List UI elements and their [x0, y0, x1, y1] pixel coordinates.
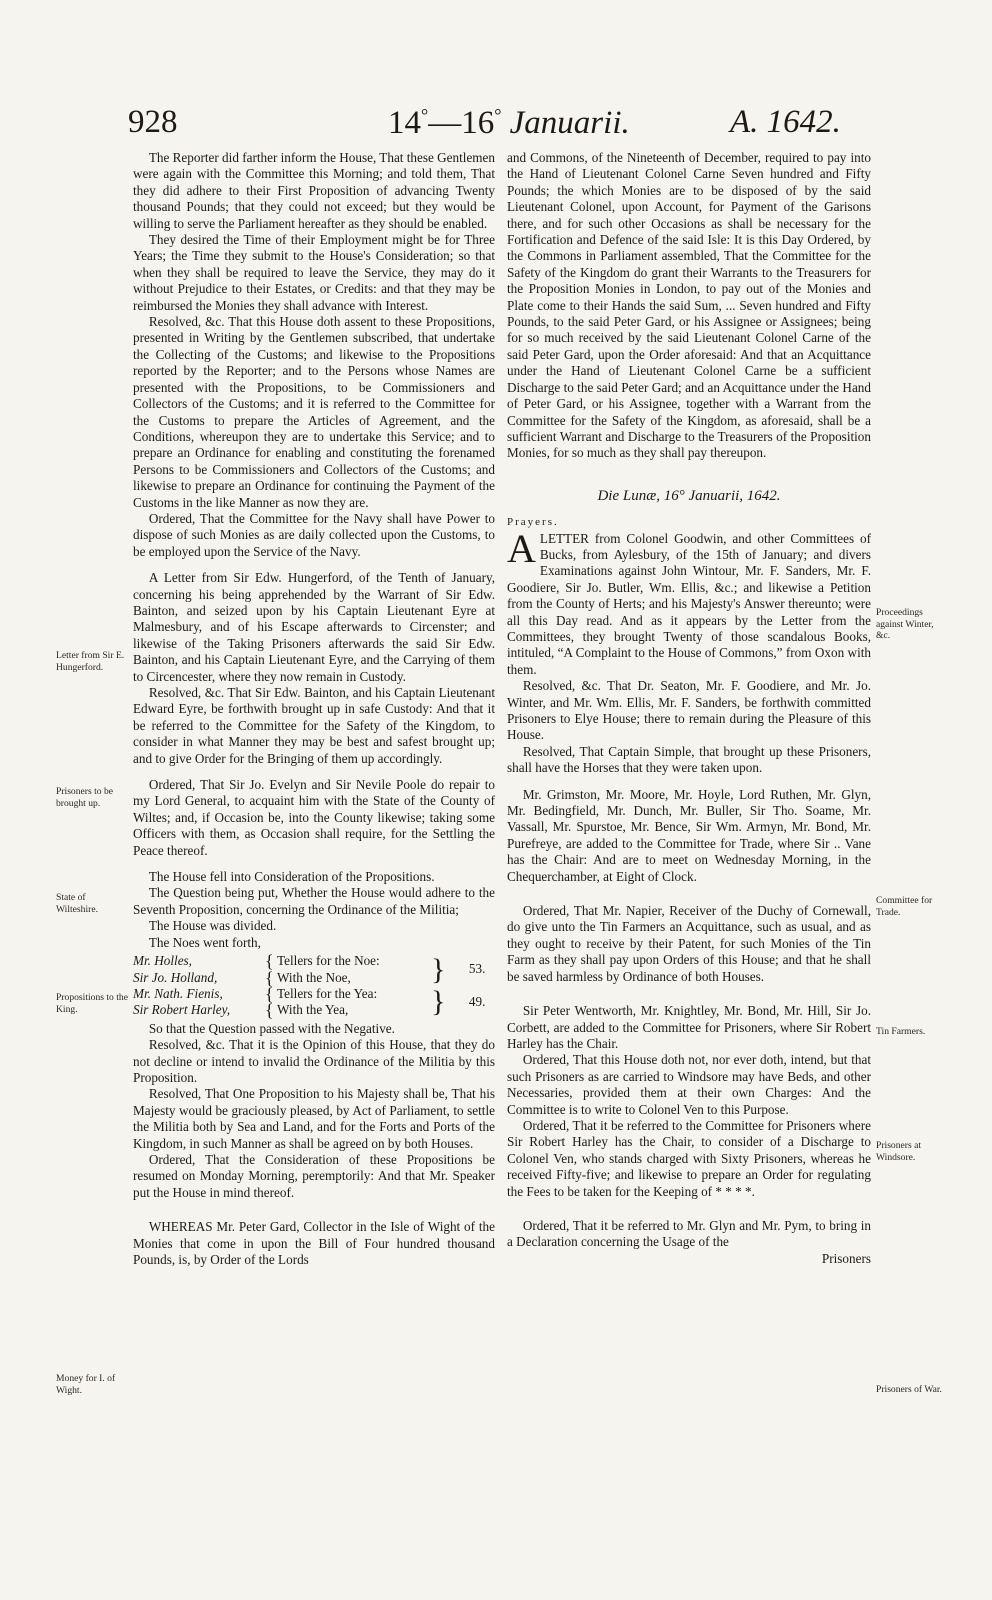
page-header [0, 98, 992, 148]
header-year [730, 106, 841, 139]
right-paragraph: Ordered, That Mr. Napier, Receiver of the Duchy of Cornewall, do give unto the Tin Farmers an Acquittance, such as usual, and as they ought to receive by their Patent, for such Monies of the Tin Farm as they shall pay upon Orders of this House; and that he shall be saved harmless by Ordinance of both Houses. [507, 903, 871, 984]
right-paragraph: and Commons, of the Nineteenth of December, required to pay into the Hand of Lieutenant Colonel Carne Seven hundred and Fifty Pounds; the which Monies are to be disposed of by the said Lieutenant Colonel, upon Account, for Payment of the Garisons there, and for such other Occasions as shall be necessary for the Fortification and Defence of the said Isle: It is this Day Ordered, by the Commons in Parliament assembled, That the Committee for the Safety of the Kingdom do grant their Warrants to the Treasurers for the Proposition Monies in London, to pay out of the Monies and Plate come to their Hands the said Sum, ... Seven hundred and Fifty Pounds, to the said Peter Gard, or his Assignee or Assignees; being for so much received by the said Lieutenant Colonel Carne of the said Peter Gard, upon the Order aforesaid: And that an Acquittance under the Hand of Lieutenant Colonel Carne be a sufficient Discharge to the said Peter Gard; and an Acquittance under the Hand of Peter Gard, or his Assignee, together with a Warrant from the Committee for the Safety of the Kingdom, as aforesaid, shall be a sufficient Warrant and Discharge to the Treasurers of the Proposition Monies, for so much as they shall pay thereupon. [507, 150, 871, 461]
left-paragraph: Resolved, &c. That it is the Opinion of this House, that they do not decline or intend to invalid the Ordinance of the Militia by this Proposition. [133, 1037, 495, 1085]
margin-note: Prisoners of War. [876, 1384, 942, 1395]
yea-count: 49. [468, 994, 486, 1010]
left-paragraph: Resolved, That One Proposition to his Majesty shall be, That his Majesty would be graciously pleased, by Act of Parliament, to settle the Militia both by Sea and Land, and for the Forts and Ports of the Kingdom, in such Manner as shall be agreed on by both Houses. [133, 1086, 495, 1151]
teller-name: Sir Jo. Holland, [133, 969, 218, 985]
left-paragraph: A Letter from Sir Edw. Hungerford, of the Tenth of January, concerning his being apprehended by the Warrant of Sir Edw. Bainton, and seized upon by his Captain Lieutenant Eyre at Malmesbury, and of his Escape afterwards to Circenster; and likewise of the Taking Prisoners afterwards the said Sir Edw. Bainton, and his Captain Lieutenant Eyre, and the Carrying of them to Circencester, where they now remain in Custody. [133, 570, 495, 684]
left-paragraph: The Question being put, Whether the House would adhere to the Seventh Proposition, concerning the Ordinance of the Militia; [133, 885, 495, 917]
right-column [507, 150, 871, 1267]
margin-note: Propositions to the King. [56, 992, 128, 1015]
right-paragraph: Ordered, That it be referred to Mr. Glyn and Mr. Pym, to bring in a Declaration concerning the Usage of the [507, 1217, 871, 1250]
header-month: Januarii. [509, 105, 630, 141]
left-paragraph: Ordered, That the Consideration of these Propositions be resumed on Monday Morning, peremptorily: And that Mr. Speaker put the House in mind thereof. [133, 1151, 495, 1200]
division-tellers [133, 953, 495, 1019]
right-paragraph: Mr. Grimston, Mr. Moore, Mr. Hoyle, Lord Ruthen, Mr. Glyn, Mr. Bedingfield, Mr. Dunch, Mr. Buller, Sir Tho. Soame, Mr. Vassall, Mr. Spurstoe, Mr. Bence, Sir Wm. Armyn, Mr. Bond, Mr. Purefreye, are added to the Committee for Trade, where Sir .. Vane has the Chair: And are to meet on Wednesday Morning, in the Chequerchamber, at Eight of Clock. [507, 786, 871, 884]
left-paragraph: The Noes went forth, [148, 934, 261, 950]
margin-note: Tin Farmers. [876, 1026, 926, 1037]
day-heading: Die Lunæ, 16° Januarii, 1642. [597, 487, 781, 504]
left-paragraph: Resolved, &c. That Sir Edw. Bainton, and his Captain Lieutenant Edward Eyre, be forthwith brought up in safe Custody: And that it be referred to the Committee for the Safety of the Kingdom, to consider in what Manner they may be best and safest brought up; and to give Order for the Bringing of them up accordingly. [133, 685, 495, 766]
year-prefix: A. [730, 104, 759, 140]
teller-name: Mr. Holles, [133, 953, 192, 969]
header-date [388, 106, 630, 140]
margin-note: Proceedings against Winter, &c. [876, 607, 934, 641]
tellers-yea: Mr. Nath. Fienis, { Tellers for the Yea: Sir Robert Harley, { With the Yea, } 49. [133, 983, 486, 1021]
teller-name: Sir Robert Harley, [133, 1002, 231, 1018]
left-paragraph: They desired the Time of their Employment might be for Three Years; the Time they submit to the House's Consideration; so that when they shall be required to leave the Service, they may do it without Prejudice to their Estates, or Credits: and that they may be reimbursed the Monies they shall advance with Interest. [133, 232, 495, 313]
left-paragraph: So that the Question passed with the Negative. [148, 1020, 395, 1036]
noe-count: 53. [468, 961, 486, 977]
date-sup1: ° [421, 105, 429, 125]
teller-label: With the Yea, [277, 1002, 349, 1018]
prayers-label: Prayers. [507, 516, 559, 529]
date-left: 14 [388, 105, 421, 141]
margin-note: Money for I. of Wight. [56, 1373, 116, 1396]
tellers-noe: Mr. Holles, { Tellers for the Noe: Sir Jo. Holland, { With the Noe, } 53. [133, 951, 486, 988]
date-dash: — [428, 105, 462, 141]
date-sup2: ° [494, 105, 502, 125]
right-paragraph: Resolved, That Captain Simple, that brought up these Prisoners, shall have the Horses that they were taken upon. [507, 743, 871, 776]
right-paragraph: Ordered, That it be referred to the Committee for Prisoners where Sir Robert Harley has the Chair, to consider of a Discharge to Colonel Ven, who stands charged with Sixty Prisoners, whereas he received Fifty-five; and likewise to prepare an Order for regulating the Fees to be taken for the Keeping of * * * *. [507, 1117, 871, 1199]
teller-label: Tellers for the Yea: [277, 985, 378, 1001]
left-paragraph: The Reporter did farther inform the House, That these Gentlemen were again with the Committee this Morning; and told them, That they did adhere to their First Proposition of advancing Twenty thousand Pounds; that they could not exceed; but they would be willing to serve the Parliament hereafter as they should be enabled. [133, 150, 496, 231]
margin-note: Prisoners at Windsore. [876, 1140, 922, 1163]
left-paragraph: Resolved, &c. That this House doth assent to these Propositions, presented in Writing by the Gentlemen subscribed, that undertake the Collecting of the Customs; and likewise to the Propositions reported by the Reporter; and to the Persons whose Names are presented with the Propositions, to be Commissioners and Collectors of the Customs; and it is referred to the Committee for the Customs to prepare the Articles of Agreement, and the Conditions, whereupon they are to undertake this Service; and to prepare an Ordinance for enabling and constituting the forenamed Persons to be Commissioners and Collectors of the Customs; and likewise to prepare an Ordinance for continuing the Payment of the Customs in the like Manner as now they are. [133, 314, 495, 510]
left-paragraph: Ordered, That the Committee for the Navy shall have Power to dispose of such Monies as are daily collected upon the Customs, to be employed upon the Service of the Navy. [133, 510, 495, 559]
left-paragraph: The House fell into Consideration of the Propositions. [148, 869, 435, 885]
page-number: 928 [128, 104, 178, 140]
left-column [133, 150, 495, 1268]
margin-note: Letter from Sir E. Hungerford. [56, 650, 125, 673]
margin-note: Committee for Trade. [876, 895, 933, 918]
right-paragraph: Ordered, That this House doth not, nor ever doth, intend, but that such Prisoners as are carried to Windsore may have Beds, and other Necessaries, provided them at their own Charges: And the Committee is to write to Colonel Ven to this Purpose. [507, 1052, 871, 1117]
teller-label: Tellers for the Noe: [277, 953, 380, 969]
teller-name: Mr. Nath. Fienis, [133, 985, 223, 1001]
left-paragraph: Ordered, That Sir Jo. Evelyn and Sir Nevile Poole do repair to my Lord General, to acquaint him with the State of the County of Wiltes; and, if Occasion be, into the County likewise; taking some Officers with them, as Occasion shall require, for the Settling the Peace thereof. [133, 777, 495, 858]
year-value: 1642. [766, 104, 841, 140]
margin-note: State of Wilteshire. [56, 892, 98, 915]
left-paragraph: The House was divided. [148, 918, 277, 934]
catchword: Prisoners [821, 1250, 871, 1266]
right-paragraph: Sir Peter Wentworth, Mr. Knightley, Mr. Bond, Mr. Hill, Sir Jo. Corbett, are added to the Committee for Prisoners, where Sir Robert Harley has the Chair. [507, 1003, 871, 1051]
margin-note: Prisoners to be brought up. [56, 786, 114, 809]
right-paragraph-text: LETTER from Colonel Goodwin, and other Committees of Bucks, from Aylesbury, of the 15th of January; and divers Examinations against John Wintour, Mr. F. Sanders, Mr. F. Goodiere, Sir Jo. Butler, Wm. Ellis, &c.; and likewise a Petition from the County of Herts; and his Majesty's Answer thereunto; were all this Day read. And as it appears by the Letter from the Committees, they brought Twenty of those scandalous Books, intituled, “A Complaint to the House of Commons,” from Oxon with them. [507, 530, 871, 677]
left-paragraph: WHEREAS Mr. Peter Gard, Collector in the Isle of Wight of the Monies that come in upon the Bill of Four hundred thousand Pounds, is, by Order of the Lords [133, 1219, 495, 1267]
date-right: 16 [461, 105, 495, 141]
right-paragraph [507, 525, 871, 679]
drop-cap: A [507, 525, 536, 571]
right-paragraph: Resolved, &c. That Dr. Seaton, Mr. F. Goodiere, and Mr. Jo. Winter, and Mr. Wm. Ellis, Mr. F. Sanders, be forthwith committed Prisoners to Elye House; there to remain during the Pleasure of this House. [507, 678, 871, 743]
teller-label: With the Noe, [277, 969, 351, 985]
